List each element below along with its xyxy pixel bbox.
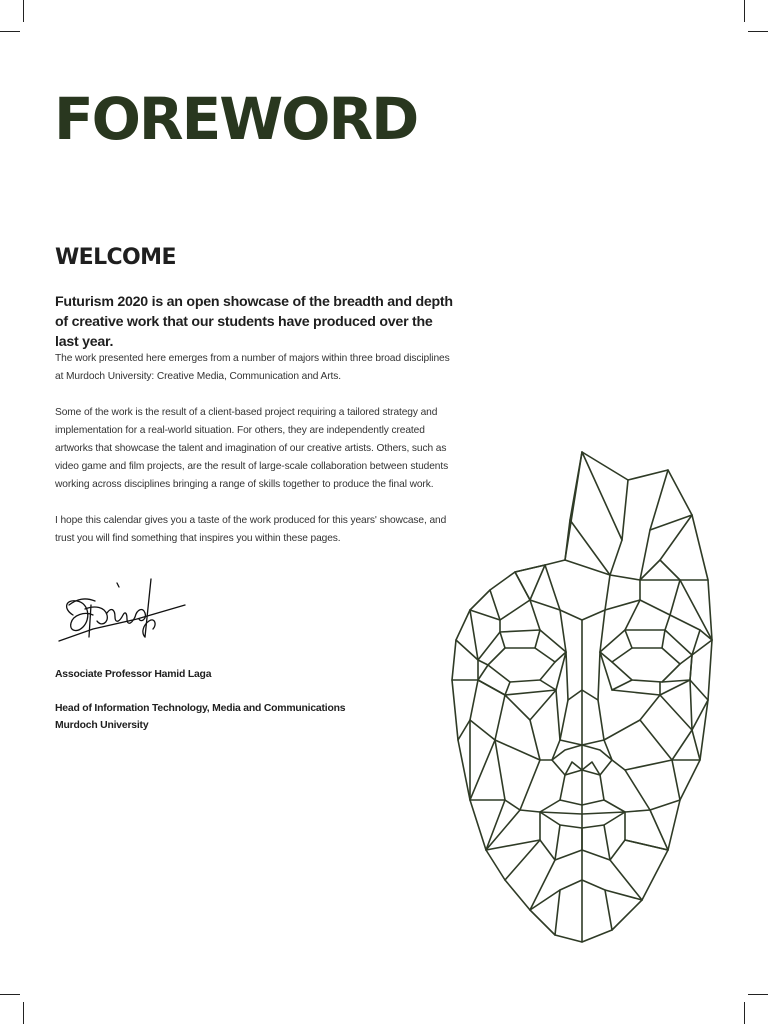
crop-mark <box>748 994 768 995</box>
page-title: FOREWORD <box>54 85 418 153</box>
signature-image <box>55 575 190 650</box>
body-paragraph: I hope this calendar gives you a taste of the work produced for this years' showcase, and trust you will find something that inspires you within these pages. <box>55 515 447 544</box>
crop-mark <box>744 1002 745 1024</box>
crop-mark <box>0 31 20 32</box>
signer-organization: Murdoch University <box>55 720 149 731</box>
signer-name: Associate Professor Hamid Laga <box>55 669 212 680</box>
lead-paragraph: Futurism 2020 is an open showcase of the breadth and depth of creative work that our students have produced over the last year. <box>55 294 453 350</box>
section-heading: WELCOME <box>55 245 176 270</box>
crop-mark <box>23 1002 24 1024</box>
wireframe-mask-illustration <box>448 450 718 945</box>
crop-mark <box>748 31 768 32</box>
body-paragraph: The work presented here emerges from a number of majors within three broad disciplines at Murdoch University: Creative Media, Communication and Arts. <box>55 353 450 382</box>
crop-mark <box>0 994 20 995</box>
body-paragraph: Some of the work is the result of a client-based project requiring a tailored strategy and implementation for a real-world situation. For others, they are independently created artworks that showcase the talent and imagination of our creative artists. Others, such as video game and film projects, are the result of large-scale collaboration between students working across disciplines bringing a range of skills together to produce the final work. <box>55 407 449 490</box>
crop-mark <box>744 0 745 22</box>
signer-title: Head of Information Technology, Media and Communications <box>55 703 346 714</box>
crop-mark <box>23 0 24 22</box>
